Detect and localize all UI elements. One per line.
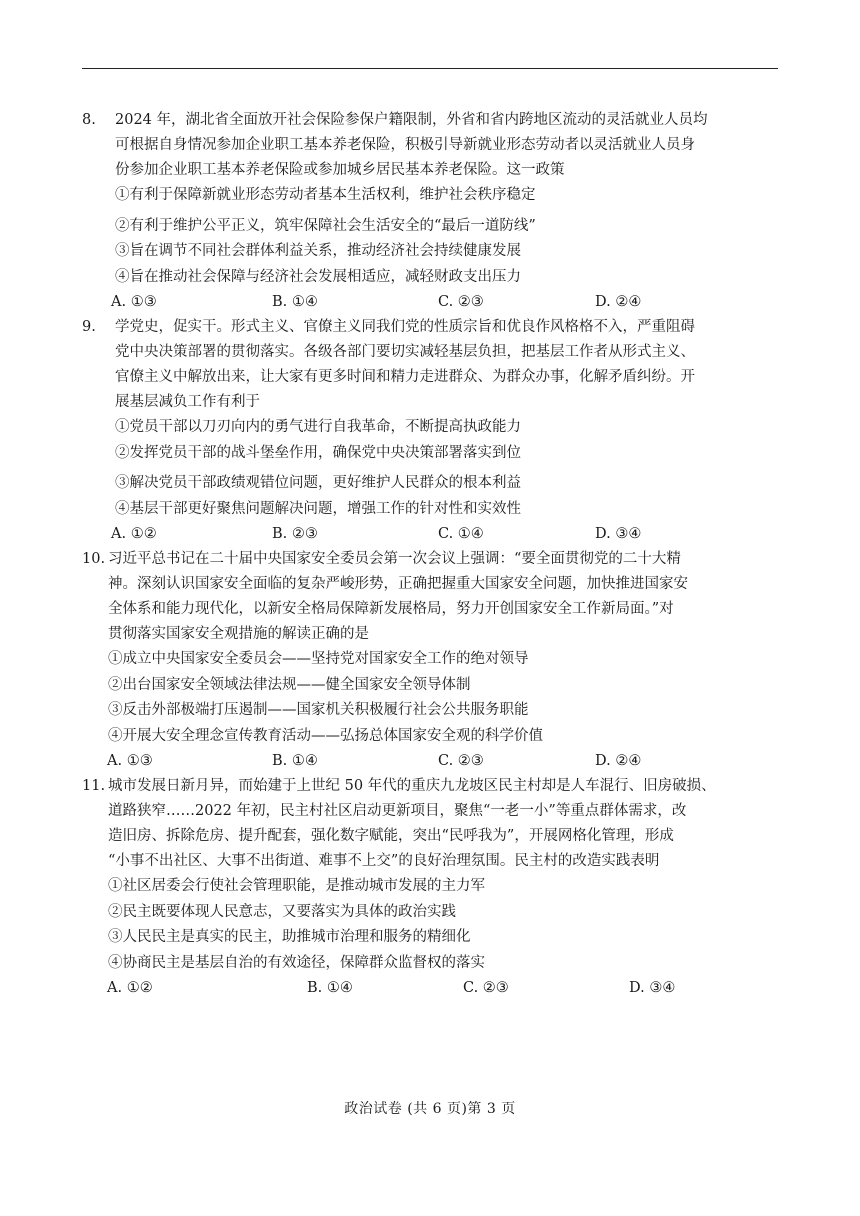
question-11 (82, 774, 786, 1001)
stem-line: 造旧房、拆除危房、提升配套，强化数字赋能，突出“民呼我为”，开展网格化管理，形成 (108, 828, 674, 844)
option-a[interactable]: A. ①③ (107, 753, 153, 769)
question-number: 8. (82, 112, 96, 128)
stem-line: 展基层减负工作有利于 (115, 394, 260, 410)
statement: ①党员干部以刀刃向内的勇气进行自我革命，不断提高执政能力 (115, 419, 521, 435)
stem-line: 可根据自身情况参加企业职工基本养老保险，积极引导新就业形态劳动者以灵活就业人员身 (115, 137, 695, 153)
question-10 (82, 547, 786, 774)
stem-line: 份参加企业职工基本养老保险或参加城乡居民基本养老保险。这一政策 (115, 162, 565, 178)
statement: ②发挥党员干部的战斗堡垒作用，确保党中央决策部署落实到位 (115, 444, 521, 461)
question-number: 10. (82, 551, 106, 567)
statement-list (115, 415, 786, 522)
statement: ①社区居委会行使社会管理职能，是推动城市发展的主力军 (108, 878, 485, 894)
statement: ②有利于维护公平正义，筑牢保障社会生活安全的“最后一道防线” (115, 217, 536, 234)
page-footer: 政治试卷 (共 6 页)第 3 页 (344, 1101, 516, 1117)
statement: ④开展大安全理念宣传教育活动——弘扬总体国家安全观的科学价值 (108, 727, 543, 744)
option-b[interactable]: B. ①④ (307, 980, 353, 996)
statement-list (108, 647, 786, 749)
statement: ②出台国家安全领域法律法规——健全国家安全领导体制 (108, 676, 471, 693)
question-number: 11. (82, 778, 106, 794)
option-c[interactable]: C. ②③ (438, 753, 484, 769)
question-stem (108, 774, 786, 874)
stem-line: 习近平总书记在二十届中央国家安全委员会第一次会议上强调：“要全面贯彻党的二十大精 (108, 551, 681, 567)
statement: ③旨在调节不同社会群体利益关系，推动经济社会持续健康发展 (115, 243, 521, 259)
option-b[interactable]: B. ②③ (272, 526, 318, 542)
answer-options (104, 749, 786, 774)
stem-line: 2024 年，湖北省全面放开社会保险参保户籍限制，外省和省内跨地区流动的灵活就业人员均 (115, 112, 708, 128)
statement: ④旨在推动社会保障与经济社会发展相适应，减轻财政支出压力 (115, 268, 521, 285)
stem-line: 学党史，促实干。形式主义、官僚主义同我们党的性质宗旨和优良作风格格不入，严重阻碍 (115, 319, 695, 335)
stem-line: 党中央决策部署的贯彻落实。各级各部门要切实减轻基层负担，把基层工作者从形式主义、 (115, 344, 695, 360)
stem-line: 道路狭窄……2022 年初，民主村社区启动更新项目，聚焦“一老一小”等重点群体需求，改 (108, 803, 687, 819)
option-c[interactable]: C. ②③ (438, 294, 484, 310)
option-a[interactable]: A. ①② (107, 980, 153, 996)
answer-options (111, 290, 786, 315)
statement: ③解决党员干部政绩观错位问题，更好维护人民群众的根本利益 (115, 475, 521, 491)
stem-line: 贯彻落实国家安全观措施的解读正确的是 (108, 626, 369, 642)
stem-line: 全体系和能力现代化，以新安全格局保障新发展格局，努力开创国家安全工作新局面。”对 (108, 601, 674, 617)
question-8 (82, 108, 786, 315)
option-b[interactable]: B. ①④ (272, 294, 318, 310)
option-a[interactable]: A. ①③ (111, 294, 157, 310)
statement: ②民主既要体现人民意志，又要落实为具体的政治实践 (108, 903, 456, 920)
statement: ④协商民主是基层自治的有效途径，保障群众监督权的落实 (108, 954, 485, 971)
statement: ④基层干部更好聚焦问题解决问题，增强工作的针对性和实效性 (115, 500, 521, 517)
exam-content (82, 108, 786, 1001)
question-stem (115, 108, 786, 183)
option-d[interactable]: D. ②④ (595, 294, 642, 310)
stem-line: 神。深刻认识国家安全面临的复杂严峻形势，正确把握重大国家安全问题，加快推进国家安 (108, 576, 688, 592)
option-a[interactable]: A. ①② (111, 526, 157, 542)
statement: ①成立中央国家安全委员会——坚持党对国家安全工作的绝对领导 (108, 651, 529, 667)
question-number: 9. (82, 319, 96, 335)
header-rule (82, 68, 778, 69)
option-d[interactable]: D. ②④ (595, 753, 642, 769)
stem-line: 官僚主义中解放出来，让大家有更多时间和精力走进群众、为群众办事，化解矛盾纠纷。开 (115, 369, 695, 385)
statement-list (115, 183, 786, 290)
statement: ③反击外部极端打压遏制——国家机关积极履行社会公共服务职能 (108, 702, 529, 718)
answer-options (104, 976, 786, 1001)
question-stem (108, 547, 786, 647)
question-stem (115, 315, 786, 415)
option-c[interactable]: C. ①④ (438, 526, 484, 542)
statement-list (108, 874, 786, 976)
option-d[interactable]: D. ③④ (595, 526, 642, 542)
statement: ①有利于保障新就业形态劳动者基本生活权利，维护社会秩序稳定 (115, 187, 536, 203)
stem-line: “小事不出社区、大事不出街道、难事不上交”的良好治理氛围。民主村的改造实践表明 (108, 853, 660, 869)
answer-options (111, 522, 786, 547)
question-9 (82, 315, 786, 547)
stem-line: 城市发展日新月异，而始建于上世纪 50 年代的重庆九龙坡区民主村却是人车混行、旧房破损、 (108, 778, 716, 794)
option-d[interactable]: D. ③④ (629, 980, 676, 996)
statement: ③人民民主是真实的民主，助推城市治理和服务的精细化 (108, 929, 471, 945)
option-b[interactable]: B. ①④ (272, 753, 318, 769)
option-c[interactable]: C. ②③ (463, 980, 509, 996)
